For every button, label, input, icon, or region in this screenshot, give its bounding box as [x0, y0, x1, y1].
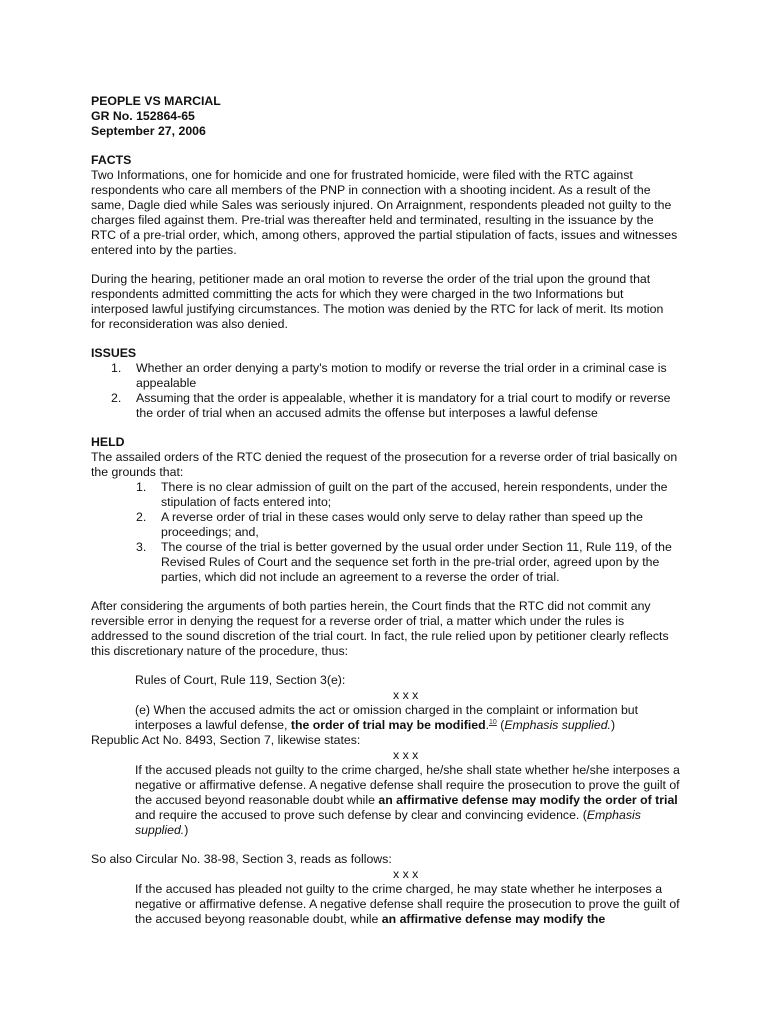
ra-8493-quote: If the accused pleads not guilty to the crime charged, he/she shall state whether he/she interposes a negative or affirmative defense. A negative defense shall require the prosecution to prove the guilt of the accused beyond reasonable doubt while an affirmative defense may modify the order of trial and require the accused to prove such defense by clear and convincing evidence. (Emphasis supplied.)	[135, 763, 680, 837]
list-item: 1. Whether an order denying a party's motion to modify or reverse the trial order in a criminal case is appealable	[111, 361, 667, 390]
ellipsis-marker: x x x	[393, 688, 419, 702]
case-header	[91, 94, 681, 139]
facts-paragraph-1: Two Informations, one for homicide and one for frustrated homicide, were filed with the RTC against respondents who care all members of the PNP in connection with a shooting incident. As a result of the same, Dagle died while Sales was seriously injured. On Arraignment, respondents pleaded not guilty to the charges filed against them. Pre-trial was thereafter held and terminated, resulting in the issuance by the RTC of a pre-trial order, which, among others, approved the partial stipulation of facts, issues and witnesses entered into by the parties.	[91, 168, 678, 257]
case-title: PEOPLE VS MARCIAL	[91, 94, 221, 108]
ellipsis-marker: x x x	[393, 867, 419, 881]
list-item: 1. There is no clear admission of guilt on the part of the accused, herein respondents, under the stipulation of facts entered into;	[136, 480, 668, 509]
ra-8493-title: Republic Act No. 8493, Section 7, likewise states:	[91, 733, 361, 747]
circular-title: So also Circular No. 38-98, Section 3, reads as follows:	[91, 852, 392, 866]
rule-119-quote: (e) When the accused admits the act or omission charged in the complaint or information but interposes a lawful defense, the order of trial may be modified.$^{10}$ (Emphasis supplied.)	[135, 703, 639, 732]
rule-119-title: Rules of Court, Rule 119, Section 3(e):	[135, 673, 346, 687]
list-item: 3. The course of the trial is better governed by the usual order under Section 11, Rule 119, of the Revised Rules of Court and the sequence set forth in the pre-trial order, agreed upon by the parties, which did not include an agreement to a reverse the order of trial.	[136, 540, 672, 584]
list-item: 2. A reverse order of trial in these cases would only serve to delay rather than speed up the proceedings; and,	[136, 510, 643, 539]
ellipsis-marker: x x x	[393, 748, 419, 762]
held-list	[136, 480, 684, 585]
case-gr-number: GR No. 152864-65	[91, 109, 195, 123]
list-item: 2. Assuming that the order is appealable, whether it is mandatory for a trial court to modify or reverse the order of trial when an accused admits the offense but interposes a lawful defense	[111, 391, 671, 420]
facts-paragraph-2: During the hearing, petitioner made an oral motion to reverse the order of the trial upon the ground that respondents admitted committing the acts for which they were charged in the two Informations but interposed lawful justifying circumstances. The motion was denied by the RTC for lack of merit. Its motion for reconsideration was also denied.	[91, 272, 664, 331]
issues-list	[111, 361, 671, 421]
issues-heading: ISSUES	[91, 346, 137, 360]
footnote-link[interactable]: 10	[489, 719, 497, 726]
held-heading: HELD	[91, 435, 125, 449]
case-date: September 27, 2006	[91, 124, 206, 138]
held-intro: The assailed orders of the RTC denied the request of the prosecution for a reverse order of trial basically on the grounds that:	[91, 450, 678, 479]
held-paragraph: After considering the arguments of both parties herein, the Court finds that the RTC did not commit any reversible error in denying the request for a reverse order of trial, a matter which under the rules is addressed to the sound discretion of the trial court. In fact, the rule relied upon by petitioner clearly reflects this discretionary nature of the procedure, thus:	[91, 599, 669, 658]
facts-heading: FACTS	[91, 153, 132, 167]
circular-quote: If the accused has pleaded not guilty to the crime charged, he may state whether he interposes a negative or affirmative defense. A negative defense shall require the prosecution to prove the guilt of the accused beyong reasonable doubt, while an affirmative defense may modify the	[135, 882, 680, 926]
